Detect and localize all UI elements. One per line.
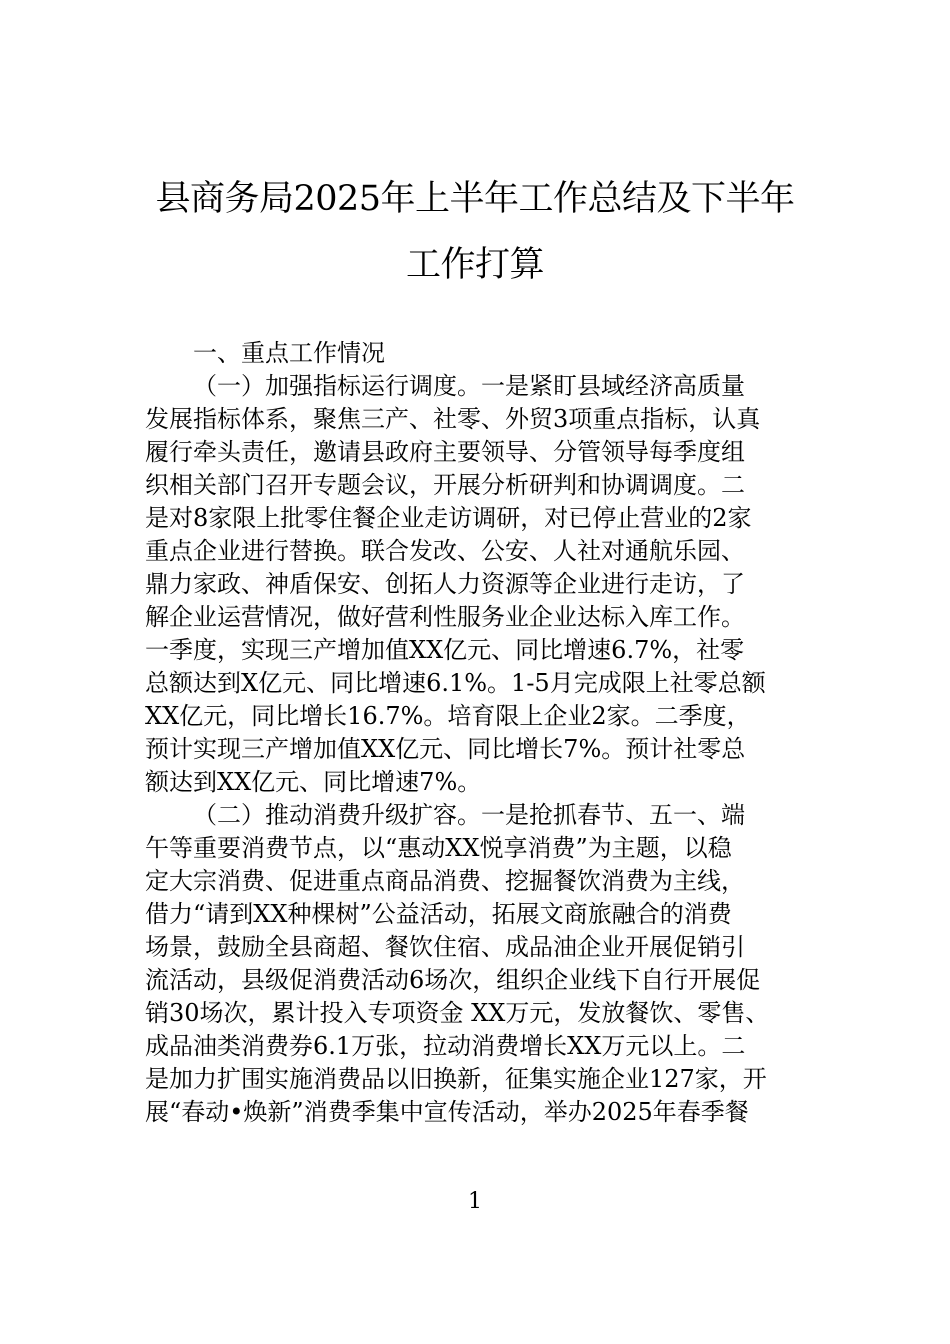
paragraph-2-line-9: 是加力扩围实施消费品以旧换新，征集实施企业127家，开 <box>145 1065 767 1093</box>
paragraph-1-line-2: 发展指标体系，聚焦三产、社零、外贸3项重点指标，认真 <box>145 405 761 433</box>
paragraph-2-line-1: （二）推动消费升级扩容。一是抢抓春节、五一、端 <box>193 801 745 829</box>
paragraph-1-line-10: 总额达到X亿元、同比增速6.1%。1-5月完成限上社零总额 <box>145 669 766 697</box>
paragraph-1-line-9: 一季度，实现三产增加值XX亿元、同比增速6.7%，社零 <box>145 636 745 664</box>
paragraph-1-line-13: 额达到XX亿元、同比增速7%。 <box>145 768 482 796</box>
paragraph-2-line-5: 场景，鼓励全县商超、餐饮住宿、成品油企业开展促销引 <box>145 933 745 961</box>
paragraph-2-line-3: 定大宗消费、促进重点商品消费、挖掘餐饮消费为主线， <box>145 867 745 895</box>
paragraph-2-line-4: 借力“请到XX种棵树”公益活动，拓展文商旅融合的消费 <box>145 900 732 928</box>
paragraph-1-line-5: 是对8家限上批零住餐企业走访调研，对已停止营业的2家 <box>145 504 752 532</box>
paragraph-1-line-12: 预计实现三产增加值XX亿元、同比增长7%。预计社零总 <box>145 735 746 763</box>
section-heading: 一、重点工作情况 <box>193 339 385 367</box>
paragraph-1-line-4: 织相关部门召开专题会议，开展分析研判和协调调度。二 <box>145 471 745 499</box>
paragraph-1-line-8: 解企业运营情况，做好营利性服务业企业达标入库工作。 <box>145 603 745 631</box>
document-title <box>100 170 850 294</box>
paragraph-2-line-8: 成品油类消费券6.1万张，拉动消费增长XX万元以上。二 <box>145 1032 746 1060</box>
paragraph-1-line-1: （一）加强指标运行调度。一是紧盯县域经济高质量 <box>193 372 745 400</box>
paragraph-2-line-2: 午等重要消费节点，以“惠动XX悦享消费”为主题，以稳 <box>145 834 732 862</box>
page-number: 1 <box>468 1189 482 1214</box>
paragraph-2-line-7: 销30场次，累计投入专项资金 XX万元，发放餐饮、零售、 <box>145 999 770 1027</box>
paragraph-1-line-6: 重点企业进行替换。联合发改、公安、人社对通航乐园、 <box>145 537 745 565</box>
title-line-2: 工作打算 <box>405 245 544 285</box>
document-body <box>145 337 825 1129</box>
title-line-1: 县商务局2025年上半年工作总结及下半年 <box>155 179 795 219</box>
paragraph-1-line-7: 鼎力家政、神盾保安、创拓人力资源等企业进行走访，了 <box>145 570 745 598</box>
paragraph-2-line-10: 展“春动•焕新”消费季集中宣传活动，举办2025年春季餐 <box>145 1098 749 1126</box>
paragraph-1-line-3: 履行牵头责任，邀请县政府主要领导、分管领导每季度组 <box>145 438 745 466</box>
paragraph-2-line-6: 流活动，县级促消费活动6场次，组织企业线下自行开展促 <box>145 966 761 994</box>
paragraph-1-line-11: XX亿元，同比增长16.7%。培育限上企业2家。二季度， <box>145 702 751 730</box>
